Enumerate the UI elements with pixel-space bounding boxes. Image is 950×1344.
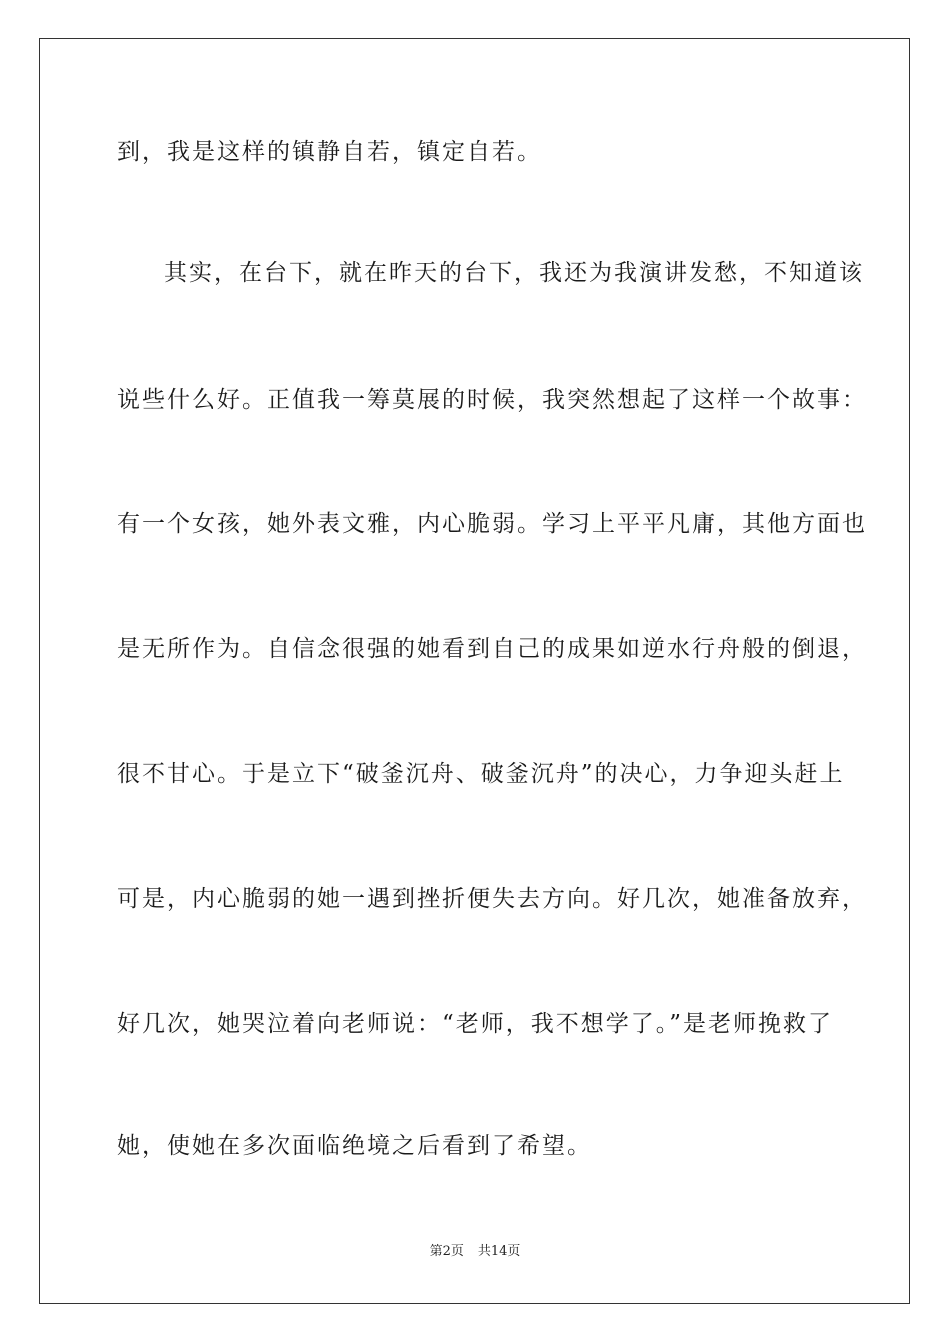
text-line: 很不甘心。于是立下“破釜沉舟、破釜沉舟”的决心，力争迎头赶上 <box>117 761 845 787</box>
page-number: 第2页 <box>429 1244 464 1259</box>
text-line: 是无所作为。自信念很强的她看到自己的成果如逆水行舟般的倒退， <box>117 636 867 662</box>
page-total: 共14页 <box>477 1244 521 1259</box>
text-line: 到，我是这样的镇静自若，镇定自若。 <box>117 139 542 165</box>
text-line: 她，使她在多次面临绝境之后看到了希望。 <box>117 1133 592 1159</box>
text-line: 有一个女孩，她外表文雅，内心脆弱。学习上平平凡庸，其他方面也 <box>117 511 867 537</box>
text-line: 可是，内心脆弱的她一遇到挫折便失去方向。好几次，她准备放弃， <box>117 886 867 912</box>
text-line: 说些什么好。正值我一筹莫展的时候，我突然想起了这样一个故事： <box>117 387 867 413</box>
text-line: 好几次，她哭泣着向老师说：“老师，我不想学了。”是老师挽救了 <box>117 1011 834 1037</box>
paragraph-start-line: 其实，在台下，就在昨天的台下，我还为我演讲发愁，不知道该 <box>164 260 864 286</box>
page-footer <box>0 1244 950 1260</box>
page-border <box>39 38 910 1304</box>
